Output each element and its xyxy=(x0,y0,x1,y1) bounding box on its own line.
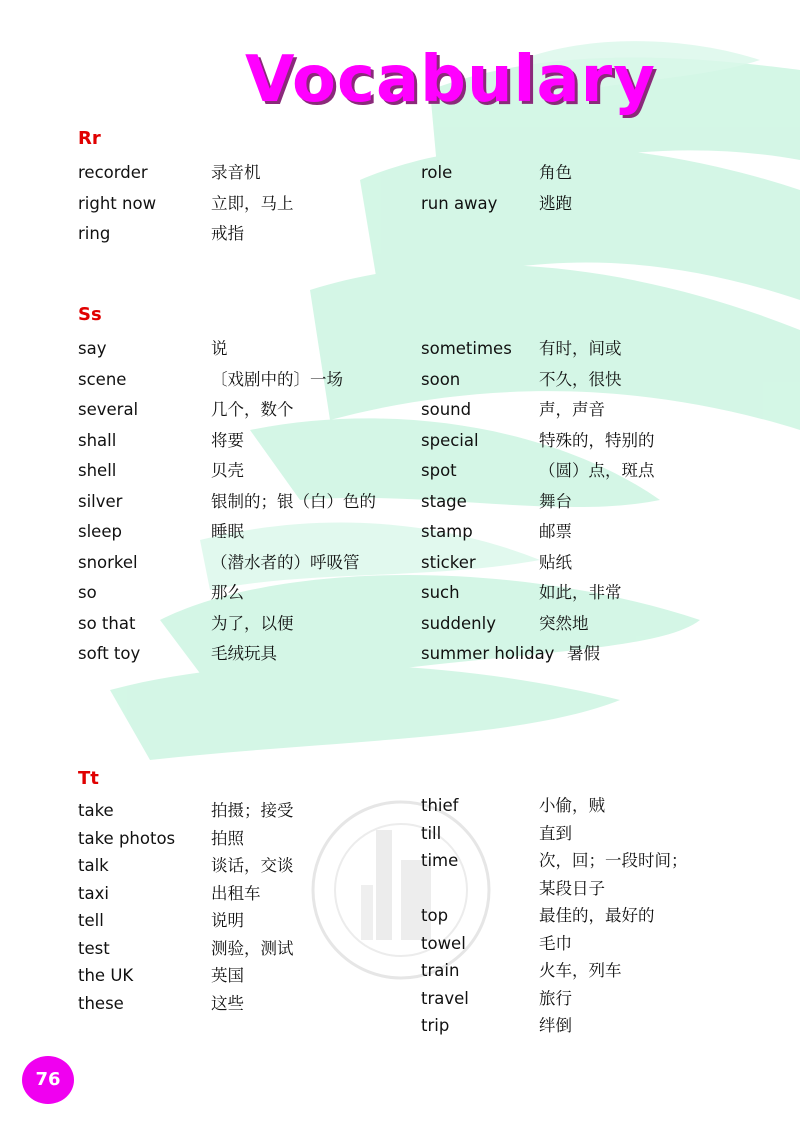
entry-meaning: 这些 xyxy=(211,993,244,1013)
entry-meaning: （圆）点，斑点 xyxy=(539,461,655,480)
entry-meaning: 某段日子 xyxy=(539,878,605,898)
entry-word: take xyxy=(78,801,114,820)
entry-word: scene xyxy=(78,369,127,389)
entry-meaning: 英国 xyxy=(211,966,244,985)
section-label-rr: Rr xyxy=(78,128,101,149)
entry-word: the UK xyxy=(78,966,134,985)
entry-word: shall xyxy=(78,430,117,450)
entry-meaning: （潜水者的）呼吸管 xyxy=(211,552,360,572)
entry-meaning: 将要 xyxy=(211,430,244,450)
entry-meaning: 谈话，交谈 xyxy=(211,856,294,875)
entry-word: test xyxy=(78,938,110,958)
entry-meaning: 逃跑 xyxy=(539,193,572,213)
entry-meaning: 旅行 xyxy=(539,988,572,1008)
entry-word: summer holiday xyxy=(421,644,555,663)
entry-meaning: 小偷，贼 xyxy=(539,796,605,815)
entry-word: thief xyxy=(421,796,459,815)
entry-meaning: 毛绒玩具 xyxy=(211,644,277,663)
entry-word: suddenly xyxy=(421,613,496,633)
entry-meaning: 录音机 xyxy=(211,163,261,182)
entry-word: snorkel xyxy=(78,552,138,572)
entry-word: silver xyxy=(78,491,123,511)
entry-word: trip xyxy=(421,1016,450,1035)
entry-word: stage xyxy=(421,491,467,511)
entry-word: tell xyxy=(78,911,104,930)
entry-meaning: 拍照 xyxy=(211,828,244,848)
entry-meaning: 拍摄；接受 xyxy=(211,801,294,820)
entry-meaning: 如此，非常 xyxy=(539,583,622,602)
entry-word: top xyxy=(421,906,449,925)
entry-word: towel xyxy=(421,933,466,953)
entry-meaning: 特殊的，特别的 xyxy=(539,430,655,450)
entry-word: stamp xyxy=(421,522,473,541)
entry-word: such xyxy=(421,583,460,602)
entry-meaning: 说 xyxy=(211,339,228,358)
page-title: Vocabulary xyxy=(245,43,656,117)
entry-meaning: 那么 xyxy=(211,583,244,602)
entry-meaning: 出租车 xyxy=(211,883,261,903)
entry-meaning: 测验，测试 xyxy=(211,938,294,958)
entry-meaning: 说明 xyxy=(211,911,244,930)
entry-meaning: 立即，马上 xyxy=(211,193,294,213)
entry-meaning: 睡眠 xyxy=(211,522,244,541)
entry-word: several xyxy=(78,400,139,419)
entry-word: sound xyxy=(421,400,472,419)
entry-word: sometimes xyxy=(421,339,512,358)
entry-word: take photos xyxy=(78,828,176,848)
entry-meaning: 直到 xyxy=(539,823,572,843)
entry-word: ring xyxy=(78,224,111,243)
entry-word: soon xyxy=(421,369,461,389)
entry-word: right now xyxy=(78,193,157,213)
page-number-badge: 76 xyxy=(22,1056,74,1104)
entry-word: so xyxy=(78,583,97,602)
entry-word: recorder xyxy=(78,163,148,182)
entry-word: till xyxy=(421,823,442,843)
entry-meaning: 火车，列车 xyxy=(539,961,622,980)
entry-meaning: 戒指 xyxy=(211,224,244,243)
entry-word: soft toy xyxy=(78,644,141,663)
entry-meaning: 贴纸 xyxy=(539,552,572,572)
entry-meaning: 几个，数个 xyxy=(211,400,294,419)
entry-meaning: 毛巾 xyxy=(539,933,572,953)
entry-word: run away xyxy=(421,193,498,213)
publisher-watermark-seal xyxy=(306,790,496,1000)
entry-word: so that xyxy=(78,613,136,633)
section-label-tt: Tt xyxy=(78,768,99,789)
entry-word: sleep xyxy=(78,522,122,541)
entry-word: taxi xyxy=(78,883,109,903)
entry-word: shell xyxy=(78,461,117,480)
entry-word: role xyxy=(421,163,453,182)
entry-meaning: 贝壳 xyxy=(211,461,244,480)
entry-meaning: 最佳的，最好的 xyxy=(539,906,655,925)
entry-word: special xyxy=(421,430,479,450)
entry-meaning: 暑假 xyxy=(567,644,600,663)
entry-meaning: 声，声音 xyxy=(539,400,605,419)
entry-word: travel xyxy=(421,988,469,1008)
entry-meaning: 为了，以便 xyxy=(211,613,294,633)
entry-meaning: 突然地 xyxy=(539,613,589,633)
entry-word: train xyxy=(421,961,460,980)
entry-meaning: 不久，很快 xyxy=(539,369,622,389)
entry-meaning: 有时，间或 xyxy=(539,339,622,358)
entry-meaning: 舞台 xyxy=(539,491,572,511)
entry-word: these xyxy=(78,993,124,1013)
entry-meaning: 角色 xyxy=(539,163,572,182)
section-label-ss: Ss xyxy=(78,304,102,325)
entry-meaning: 〔戏剧中的〕一场 xyxy=(211,369,343,389)
entry-word: talk xyxy=(78,856,109,875)
entry-meaning: 邮票 xyxy=(539,522,572,541)
entry-word: say xyxy=(78,339,107,358)
entry-meaning: 次，回；一段时间； xyxy=(539,851,688,870)
entry-meaning: 银制的；银（白）色的 xyxy=(211,491,376,511)
entry-word: time xyxy=(421,851,459,870)
entry-word: spot xyxy=(421,461,457,480)
entry-word: sticker xyxy=(421,552,476,572)
entry-meaning: 绊倒 xyxy=(539,1016,572,1035)
